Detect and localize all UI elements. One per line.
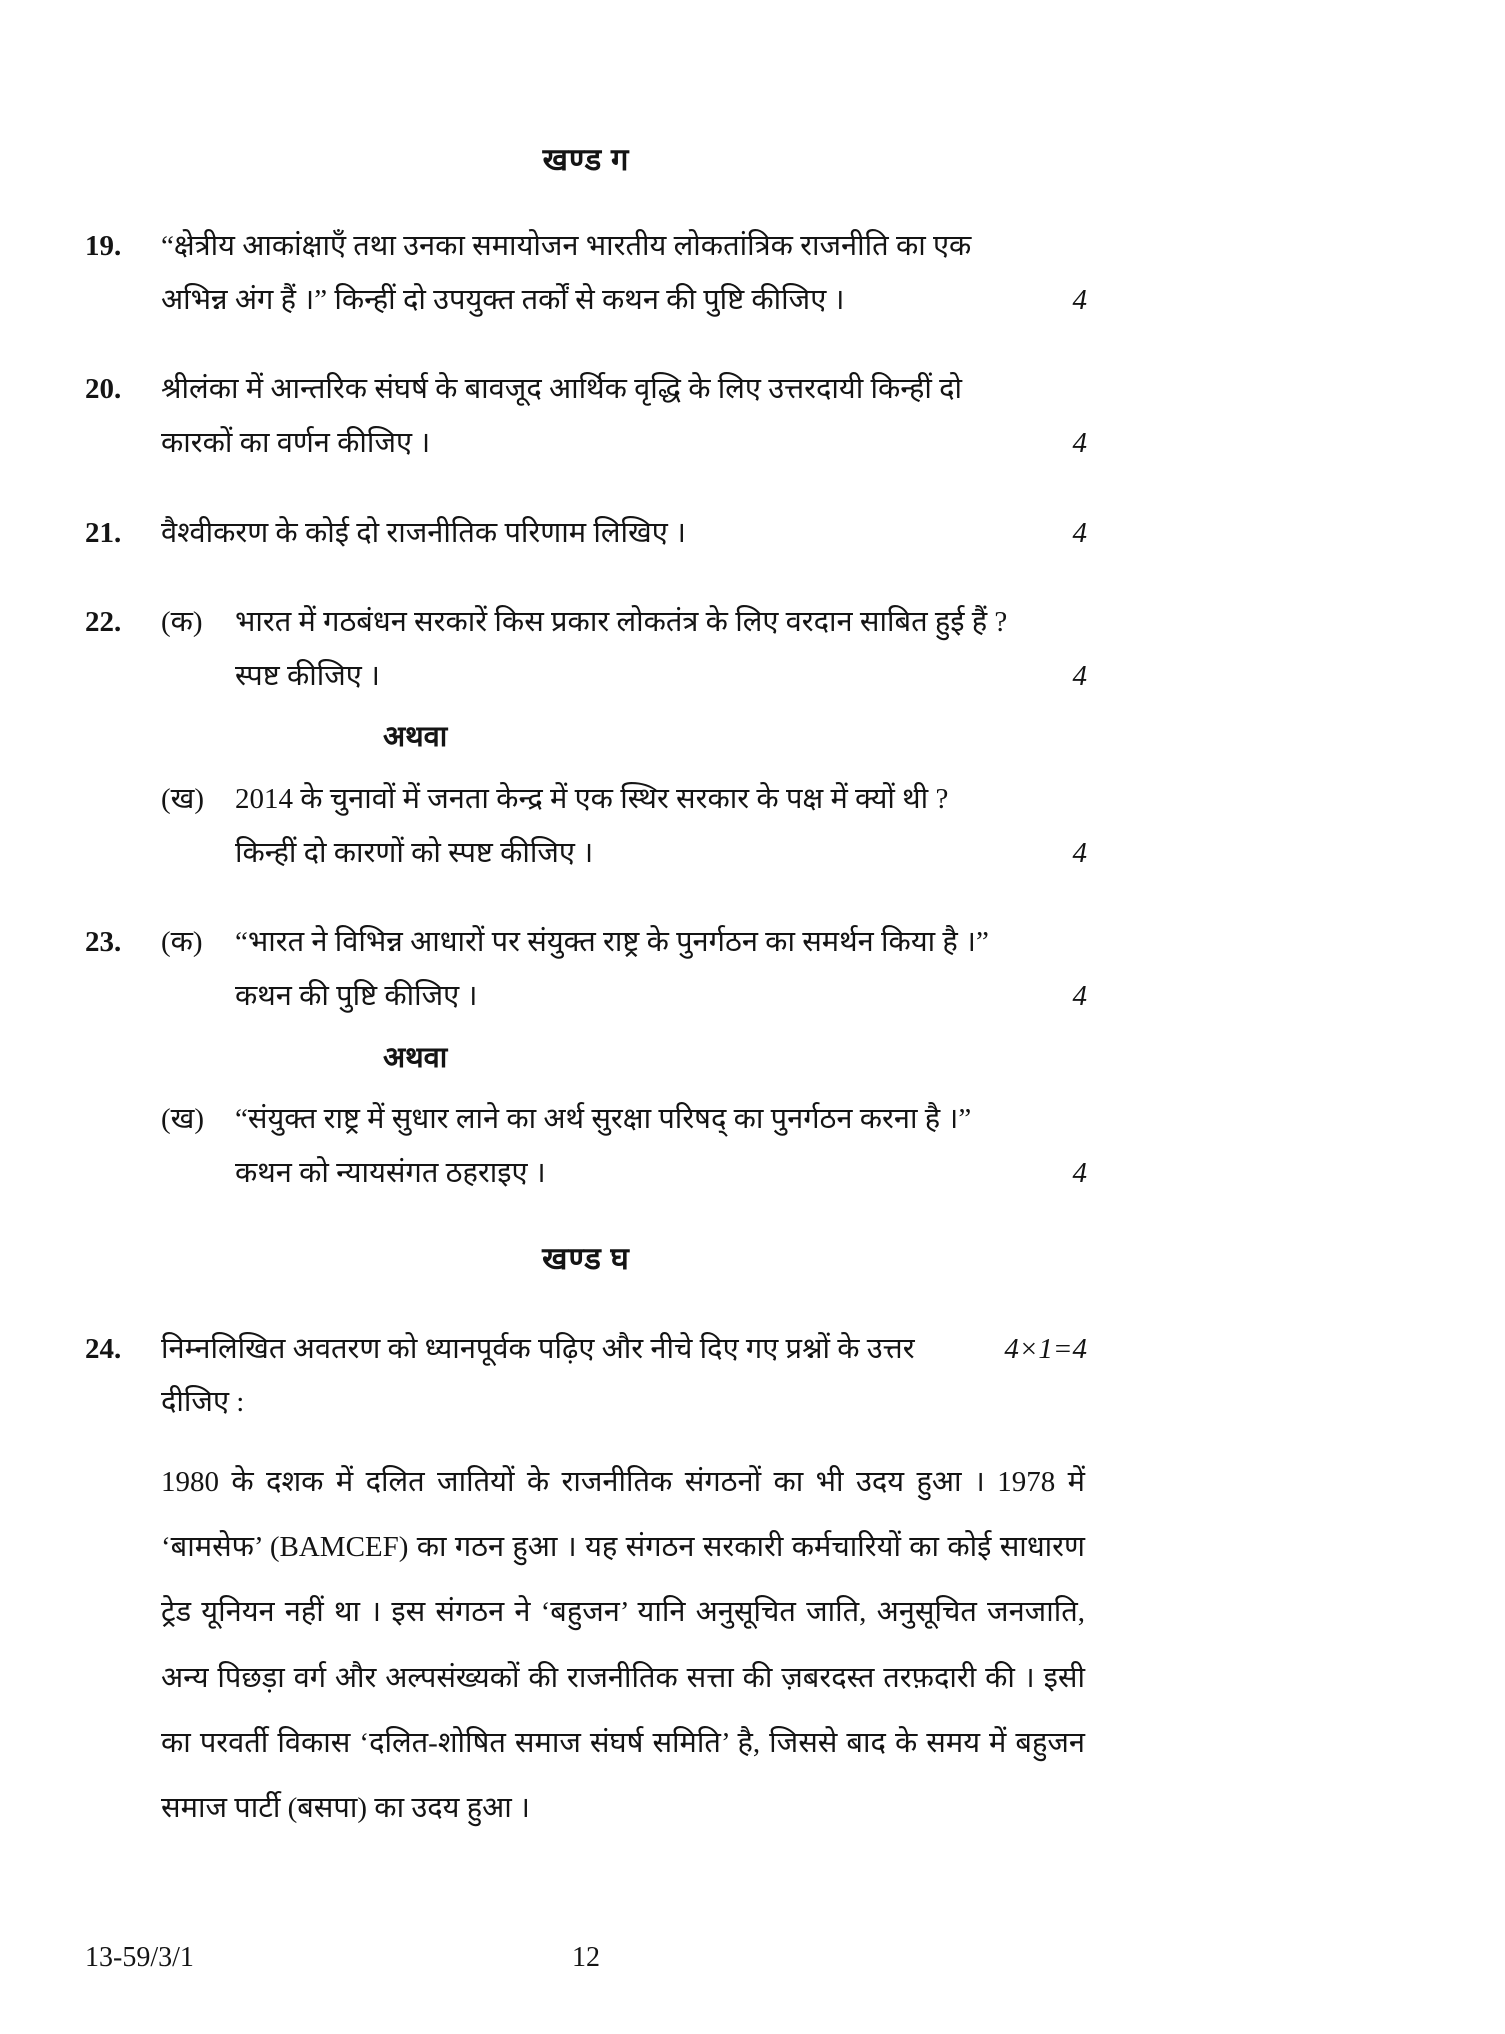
question-23-b-marks: 4 (1072, 1156, 1087, 1189)
question-22-b-text: 2014 के चुनावों में जनता केन्द्र में एक स्थिर सरकार के पक्ष में क्यों थी ? किन्हीं दो कारणों को स्पष्ट कीजिए । (235, 783, 949, 869)
question-20-marks: 4 (1072, 426, 1087, 459)
question-23-a-text: “भारत ने विभिन्न आधारों पर संयुक्त राष्ट्र के पुनर्गठन का समर्थन किया है ।” कथन की पुष्टि कीजिए । (235, 926, 989, 1013)
question-20-number: 20. (85, 373, 122, 406)
section-c-heading: खण्ड ग (542, 142, 630, 177)
question-19-body (161, 220, 1087, 327)
question-23-a-marks: 4 (1072, 980, 1087, 1013)
question-22-option-a (161, 596, 1087, 703)
question-23-b-label: (ख) (161, 1103, 205, 1136)
section-d-heading: खण्ड घ (542, 1240, 630, 1276)
question-22-a-marks: 4 (1072, 659, 1087, 692)
question-20 (85, 363, 1087, 470)
question-19-number: 19. (85, 230, 122, 262)
question-22-b-marks: 4 (1072, 836, 1087, 869)
question-22-b-label: (ख) (161, 783, 205, 816)
question-21-text: वैश्वीकरण के कोई दो राजनीतिक परिणाम लिखिए । (161, 516, 687, 549)
question-24-body (161, 1323, 1087, 1842)
question-19-text: “क्षेत्रीय आकांक्षाएँ तथा उनका समायोजन भारतीय लोकतांत्रिक राजनीति का एक अभिन्न अंग हैं ।” किन्हीं दो उपयुक्त तर्कों से कथन की पुष्टि कीजिए । (161, 230, 972, 316)
question-20-text: श्रीलंका में आन्तरिक संघर्ष के बावजूद आर्थिक वृद्धि के लिए उत्तरदायी किन्हीं दो कारकों का वर्णन कीजिए । (161, 373, 963, 459)
question-24-marks: 4×1=4 (1004, 1332, 1087, 1365)
question-24 (85, 1323, 1087, 1842)
exam-page-content (85, 138, 1087, 1877)
question-21-number: 21. (85, 516, 122, 549)
question-22-number: 22. (85, 606, 122, 639)
question-21-marks: 4 (1072, 516, 1087, 549)
question-23-number: 23. (85, 926, 122, 959)
question-24-number: 24. (85, 1332, 122, 1365)
question-19 (85, 220, 1087, 327)
question-23-a-label: (क) (161, 926, 203, 959)
question-22-option-b (161, 773, 1087, 880)
question-20-body (161, 363, 1087, 470)
question-24-intro: निम्नलिखित अवतरण को ध्यानपूर्वक पढ़िए और नीचे दिए गए प्रश्नों के उत्तर दीजिए : (161, 1332, 915, 1419)
question-19-marks: 4 (1072, 283, 1087, 316)
question-22-body (161, 596, 1087, 880)
question-23-option-b (161, 1093, 1087, 1200)
question-23-body (161, 916, 1087, 1200)
question-24-passage: 1980 के दशक में दलित जातियों के राजनीतिक संगठनों का भी उदय हुआ । 1978 में ‘बामसेफ’ (BAMCEF) का गठन हुआ । यह संगठन सरकारी कर्मचारियों का कोई साधारण ट्रेड यूनियन नहीं था । इस संगठन ने ‘बहुजन’ यानि अनुसूचित जाति, अनुसूचित जनजाति, अन्य पिछड़ा वर्ग और अल्पसंख्यकों की राजनीतिक सत्ता की ज़बरदस्त तरफ़दारी की । इसी का परवर्ती विकास ‘दलित-शोषित समाज संघर्ष समिति’ है, जिससे बाद के समय में बहुजन समाज पार्टी (बसपा) का उदय हुआ । (161, 1465, 1085, 1825)
question-23-option-a (161, 916, 1087, 1023)
question-23 (85, 916, 1087, 1200)
question-22 (85, 596, 1087, 880)
question-22-a-label: (क) (161, 606, 203, 639)
question-22-a-text: भारत में गठबंधन सरकारें किस प्रकार लोकतंत्र के लिए वरदान साबित हुई हैं ? स्पष्ट कीजिए । (235, 606, 1008, 692)
question-21-body (161, 507, 1087, 561)
or-separator: अथवा (383, 721, 448, 754)
or-separator: अथवा (383, 1041, 448, 1074)
question-21 (85, 507, 1087, 561)
page-number: 12 (572, 1942, 600, 1973)
paper-code: 13-59/3/1 (85, 1942, 194, 1973)
question-23-b-text: “संयुक्त राष्ट्र में सुधार लाने का अर्थ सुरक्षा परिषद् का पुनर्गठन करना है ।” कथन को न्यायसंगत ठहराइए । (235, 1103, 972, 1189)
